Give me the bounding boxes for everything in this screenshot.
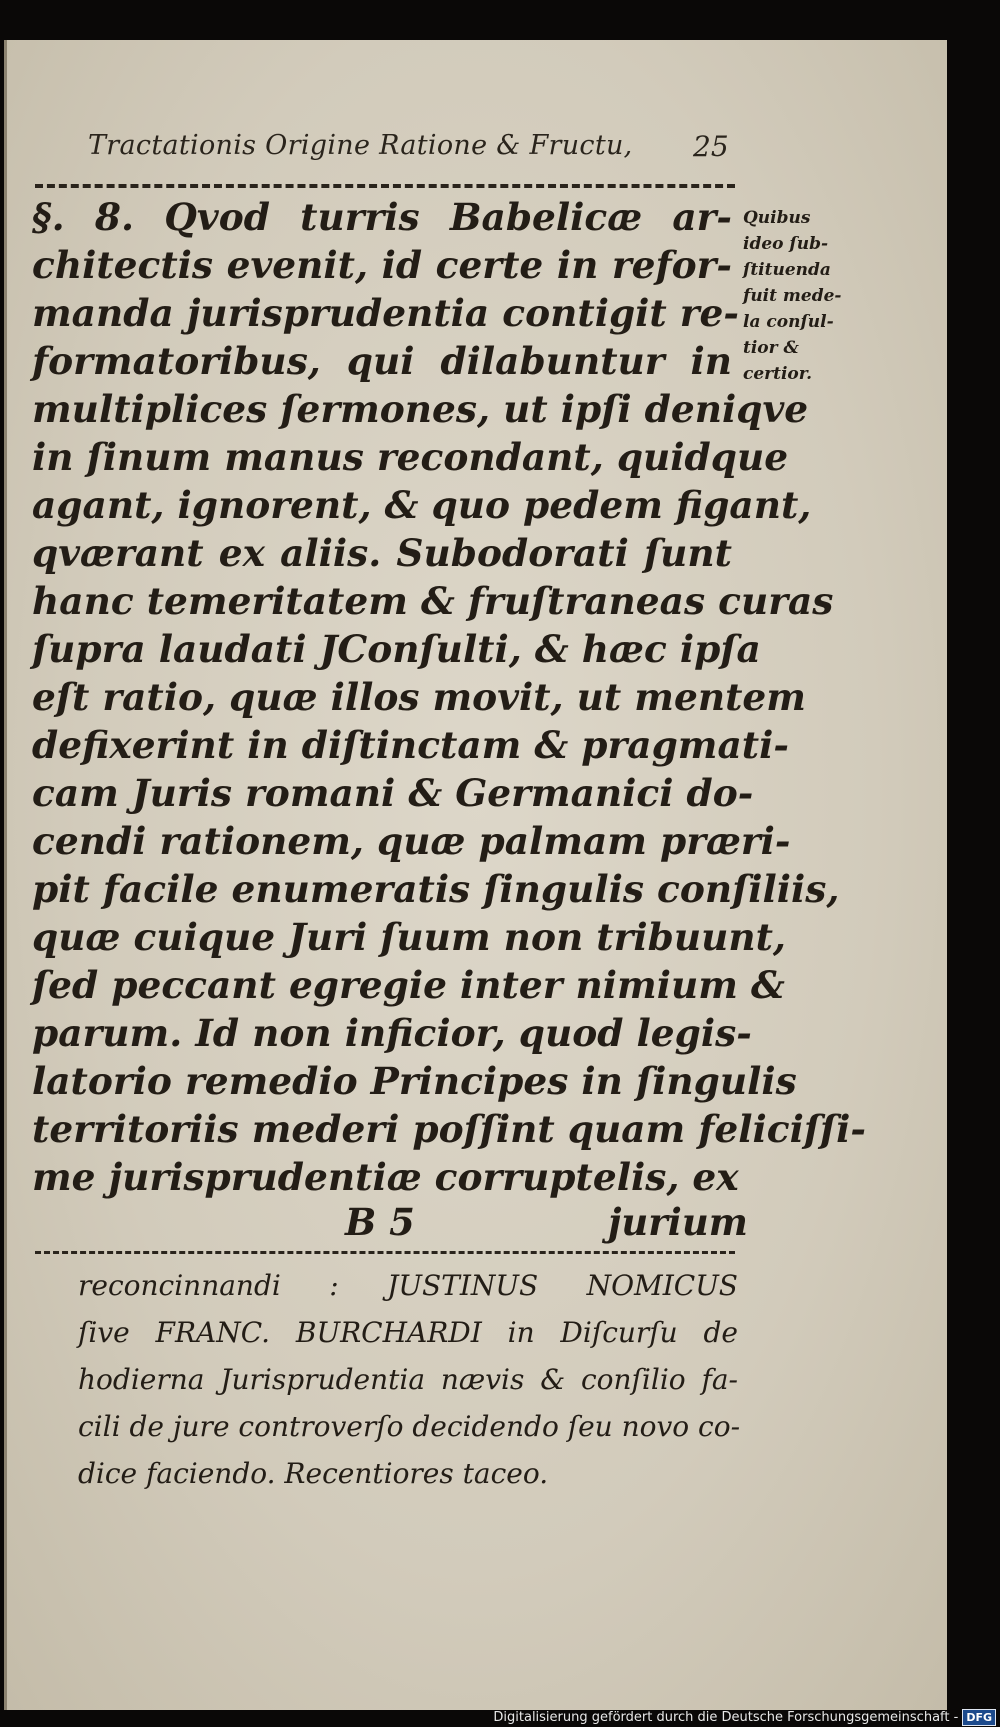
dfg-logo-icon: DFG [962,1709,996,1726]
footnote-line: hodierna Jurisprudentia nævis & conſilio fa- [78,1363,738,1396]
text-line: agant, ignorent, & quo pedem figant, [32,483,812,527]
footnote-line: cili de jure controverſo decidendo ſeu novo co- [78,1410,741,1443]
footnote-line: dice faciendo. Recentiores taceo. [78,1457,549,1490]
margin-note [743,205,873,387]
text-line: hanc temeritatem & fruſtraneas curas [32,579,834,623]
margin-note-line: ſtituenda [743,260,831,280]
footnote-line: ſive FRANC. BURCHARDI in Diſcurſu de [78,1316,738,1349]
margin-note-line: certior. [743,364,813,384]
credit-text: Digitalisierung gefördert durch die Deutsche Forschungsgemeinschaft - [493,1709,959,1725]
text-line: defixerint in diſtinctam & pragmati- [32,723,789,767]
text-line: multiplices ſermones, ut ipſi deniqve [32,387,809,431]
margin-note-line: Quibus [743,208,811,228]
margin-note-line: ideo ſub- [743,234,829,254]
page-number: 25 [693,130,729,163]
footnote [78,1262,741,1497]
text-line: formatoribus, qui dilabuntur in [32,339,732,383]
text-line: ſed peccant egregie inter nimium & [32,963,785,1007]
text-line: §. 8. Qvod turris Babelicæ ar- [32,195,732,239]
catchword: jurium [608,1200,748,1244]
text-line: qværant ex aliis. Subodorati ſunt [32,531,732,575]
footnote-rule [35,1251,735,1254]
text-line: territoriis mederi poſſint quam feliciſſi- [32,1107,866,1151]
text-line: pit facile enumeratis ſingulis conſiliis, [32,867,840,911]
text-line: cam Juris romani & Germanici do- [32,771,754,815]
margin-note-line: la conſul- [743,312,834,332]
text-line: in ſinum manus recondant, quidque [32,435,789,479]
text-line: ſupra laudati JConſulti, & hæc ipſa [32,627,761,671]
text-line: manda jurisprudentia contigit re- [32,291,739,335]
text-line: quæ cuique Juri ſuum non tribuunt, [32,915,786,959]
margin-note-line: tior & [743,338,799,358]
text-line: parum. Id non inficior, quod legis- [32,1011,752,1055]
footnote-line: reconcinnandi : JUSTINUS NOMICUS [78,1269,738,1302]
text-line: cendi rationem, quæ palmam præri- [32,819,791,863]
text-line: eſt ratio, quæ illos movit, ut mentem [32,675,806,719]
running-head: Tractationis Origine Ratione & Fructu, [88,130,633,161]
text-line: me jurisprudentiæ corruptelis, ex [32,1155,739,1199]
text-line: latorio remedio Principes in ſingulis [32,1059,797,1103]
header-rule [35,184,735,188]
margin-note-line: fuit mede- [743,286,842,306]
signature-mark: B 5 [345,1200,415,1244]
digitization-credit [493,1707,996,1727]
text-line: chitectis evenit, id certe in refor- [32,243,732,287]
